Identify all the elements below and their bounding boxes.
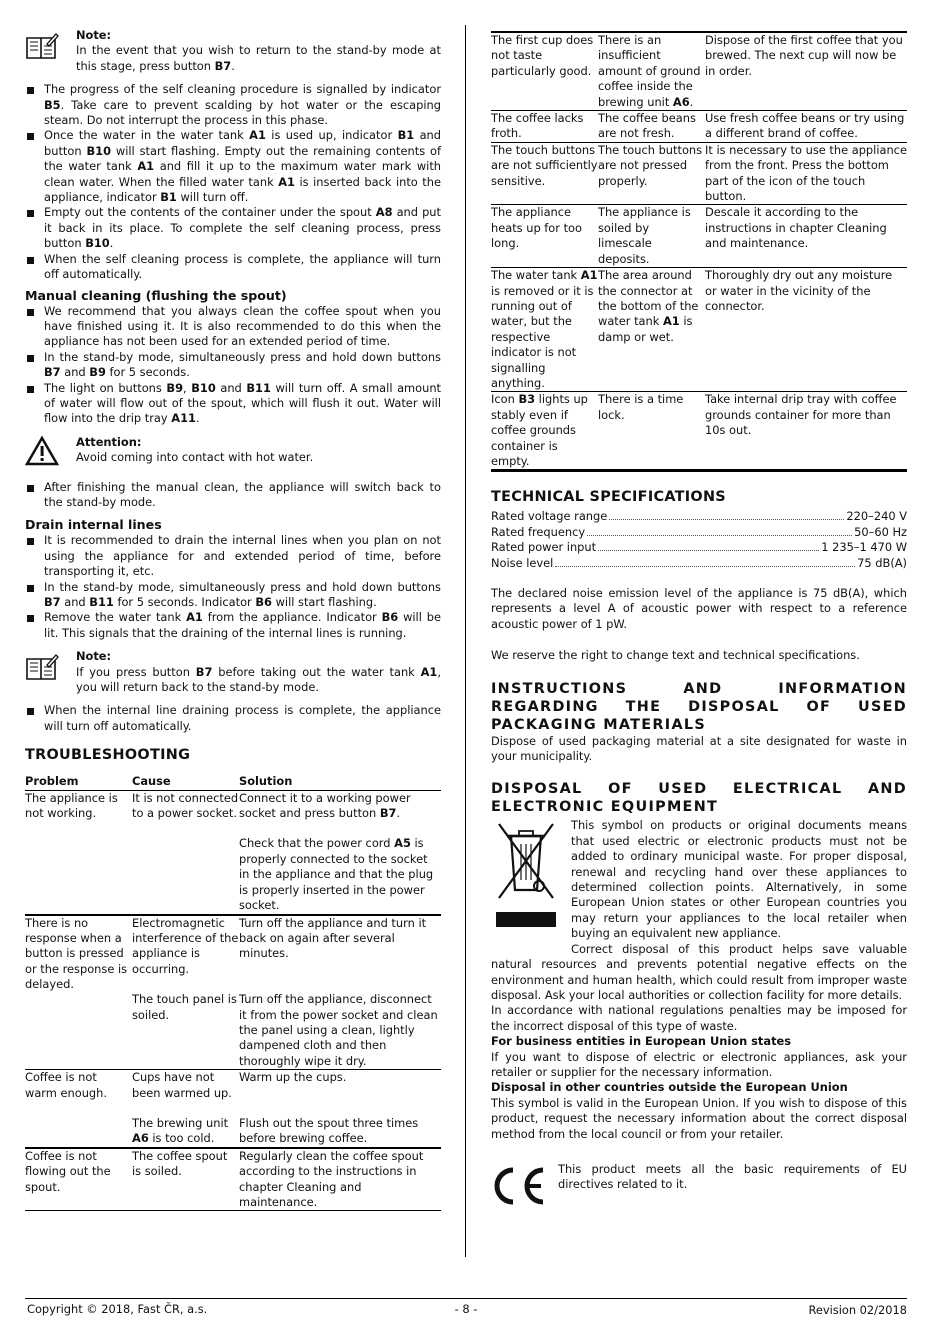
- specs-list: [491, 509, 907, 571]
- solution-cell: Warm up the cups.: [239, 1070, 441, 1101]
- spec-value: 75 dB(A): [857, 555, 907, 570]
- table-row: [491, 205, 907, 268]
- reserve-text: We reserve the right to change text and technical specifications.: [491, 648, 860, 663]
- weee-symbol: [491, 818, 571, 930]
- cause-cell: The appliance is soiled by limescale deposits.: [598, 205, 705, 268]
- ce-mark-icon: [491, 1166, 547, 1206]
- spec-label: Noise level: [491, 555, 554, 570]
- list-item: The progress of the self cleaning procedure is signalled by indicator B5. Take care to prevent scalding by hot water or the escaping steam. Do not interrupt the process in this phase.: [25, 82, 441, 128]
- packaging-text: Dispose of used packaging material at a site designated for waste in your municipality.: [491, 733, 907, 764]
- solution-cell: Descale it according to the instructions in chapter Cleaning and maintenance.: [705, 205, 907, 268]
- page-number: - 8 -: [454, 1302, 478, 1316]
- note-text: In the event that you wish to return to the stand-by mode at this stage, press button B7.: [76, 43, 441, 73]
- list-item: Empty out the contents of the container under the spout A8 and put it back in its place. To complete the self cleaning process, press button B10.: [25, 205, 441, 251]
- problem-cell: Coffee is not flowing out the spout.: [25, 1148, 132, 1211]
- business-text: If you want to dispose of electric or electronic appliances, ask your retailer or supplier for the necessary information.: [491, 1049, 907, 1079]
- warning-icon: [25, 435, 59, 467]
- problem-cell: Icon B3 lights up stably even if coffee grounds container is empty.: [491, 392, 598, 471]
- drain-heading: Drain internal lines: [25, 517, 162, 533]
- drain-list: [25, 533, 441, 641]
- table-row: [491, 392, 907, 471]
- cause-cell: There is an insufficient amount of ground coffee inside the brewing unit A6.: [598, 32, 705, 111]
- outside-eu-text: This symbol is valid in the European Union. If you wish to dispose of this product, request the necessary information about the correct disposal method from the local council or from your retailer.: [491, 1095, 907, 1141]
- manual-cleaning-list: [25, 304, 441, 427]
- problem-cell: Coffee is not warm enough.: [25, 1070, 132, 1148]
- problem-cell: The appliance is not working.: [25, 790, 118, 821]
- problem-cell: The water tank A1 is removed or it is running out of water, but the respective indicator is not signalling anything.: [491, 268, 598, 390]
- table-row: [491, 32, 907, 111]
- outside-eu-heading: Disposal in other countries outside the European Union: [491, 1080, 848, 1095]
- attention-text: Avoid coming into contact with hot water.: [76, 450, 314, 465]
- drain-done-list: [25, 703, 441, 734]
- business-heading: For business entities in European Union states: [491, 1034, 792, 1049]
- spec-value: 1 235–1 470 W: [821, 540, 907, 555]
- list-item: After finishing the manual clean, the appliance will switch back to the stand-by mode.: [25, 480, 441, 511]
- cause-cell: Cups have not been warmed up.: [132, 1070, 239, 1101]
- table-row: [25, 790, 441, 821]
- solution-cell: Regularly clean the coffee spout according to the instructions in chapter Cleaning and maintenance.: [239, 1148, 441, 1211]
- note-callout: [25, 649, 441, 695]
- table-row: [25, 915, 441, 978]
- spec-label: Rated voltage range: [491, 509, 608, 524]
- cause-cell: The touch panel is soiled.: [132, 992, 237, 1022]
- noise-text: The declared noise emission level of the appliance is 75 dB(A), which represents a level A of acoustic power with respect to a reference acoustic power of 1 pW.: [491, 586, 907, 631]
- troubleshooting-table-continued: [491, 31, 907, 472]
- solution-cell: It is necessary to use the appliance from the front. Press the bottom part of the icon of the touch button.: [705, 142, 907, 204]
- cause-cell: It is not connected to a power socket.: [132, 790, 239, 821]
- table-row: [25, 1148, 441, 1211]
- table-row: [491, 111, 907, 143]
- cause-cell: The coffee spout is soiled.: [132, 1148, 239, 1211]
- problem-cell: The first cup does not taste particularly good.: [491, 32, 598, 111]
- column-header-problem: Problem: [25, 774, 132, 790]
- spec-label: Rated frequency: [491, 524, 586, 539]
- technical-specifications-heading: TECHNICAL SPECIFICATIONS: [491, 489, 726, 506]
- table-row: [491, 268, 907, 392]
- left-column: [25, 28, 441, 1211]
- solution-cell: Use fresh coffee beans or try using a different brand of coffee.: [705, 111, 907, 143]
- packaging-heading: INSTRUCTIONS AND INFORMATION REGARDING THE DISPOSAL OF USED PACKAGING MATERIALS: [491, 680, 907, 733]
- ce-text: This product meets all the basic requirements of EU directives related to it.: [558, 1161, 907, 1192]
- problem-cell: The coffee lacks froth.: [491, 111, 598, 143]
- note-book-icon: [25, 653, 59, 681]
- self-clean-list: [25, 82, 441, 282]
- after-manual-list: [25, 480, 441, 511]
- solution-cell: Thoroughly dry out any moisture or water in the vicinity of the connector.: [705, 268, 907, 392]
- note-title: Note:: [76, 649, 112, 664]
- list-item: We recommend that you always clean the coffee spout when you have finished using it. It is also recommended to do this when the appliance has not been used for an extended period of time.: [25, 304, 441, 350]
- note-callout: [25, 28, 441, 74]
- weee-paragraph: This symbol on products or original documents means that used electric or electronic products must not be added to ordinary municipal waste. For proper disposal, renewal and recycling hand over these appliances to determined collection points. Alternatively, in some European Union states or other European countries you may return your appliances to the local retailer when buying an equivalent new appliance.: [571, 818, 907, 941]
- solution-cell: Turn off the appliance and turn it back on again after several minutes.: [239, 915, 441, 978]
- cause-cell: Electromagnetic interference of the appliance is occurring.: [132, 915, 239, 976]
- troubleshooting-table: [25, 774, 441, 1211]
- note-text: If you press button B7 before taking out the water tank A1, you will return back to the stand-by mode.: [76, 664, 441, 695]
- list-item: When the internal line draining process is complete, the appliance will turn off automatically.: [25, 703, 441, 734]
- column-header-cause: Cause: [132, 774, 239, 790]
- attention-title: Attention:: [76, 434, 142, 449]
- list-item: When the self cleaning process is complete, the appliance will turn off automatically.: [25, 252, 441, 283]
- weee-paragraph: Correct disposal of this product helps save valuable natural resources and prevents potential negative effects on the environment and human health, which could result from improper waste disposal. Ask your local authorities or collection facility for more details.: [491, 941, 907, 1002]
- spec-row: [491, 540, 907, 555]
- problem-cell: The appliance heats up for too long.: [491, 205, 598, 268]
- spec-label: Rated power input: [491, 540, 597, 555]
- cause-cell: The touch buttons are not pressed properly.: [598, 142, 705, 205]
- solution-cell: Turn off the appliance, disconnect it from the power socket and clean the panel using a clean, lightly dampened cloth and then thoroughly wipe it dry.: [239, 992, 438, 1068]
- solution-cell: Take internal drip tray with coffee grounds container for more than 10s out.: [705, 392, 907, 471]
- right-column: [491, 31, 907, 1202]
- spec-value: 220–240 V: [846, 509, 907, 524]
- column-header-solution: Solution: [239, 774, 441, 790]
- problem-cell: There is no response when a button is pressed or the response is delayed.: [25, 915, 132, 1070]
- solution-cell: Dispose of the first coffee that you brewed. The next cup will now be in order.: [705, 32, 907, 111]
- list-item: Once the water in the water tank A1 is used up, indicator B1 and button B10 will start flashing. Empty out the remaining contents of the water tank A1 and fill it up to the maximum water mark with clean water. When the filled water tank A1 is inserted back into the appliance, indicator B1 will turn off.: [25, 128, 441, 205]
- problem-cell: The touch buttons are not sufficiently sensitive.: [491, 142, 598, 205]
- column-divider: [465, 25, 466, 1257]
- solution-cell: Flush out the spout three times before brewing coffee.: [239, 1115, 419, 1146]
- cause-cell: The area around the connector at the bottom of the water tank A1 is damp or wet.: [598, 268, 705, 392]
- solution-cell: Check that the power cord A5 is properly connected to the socket in the appliance and that the plug is properly inserted in the power socket.: [239, 836, 434, 913]
- note-book-icon: [25, 32, 59, 60]
- note-title: Note:: [76, 28, 112, 42]
- weee-heading: DISPOSAL OF USED ELECTRICAL AND ELECTRONIC EQUIPMENT: [491, 781, 907, 816]
- table-row: [491, 142, 907, 205]
- cause-cell: The coffee beans are not fresh.: [598, 111, 705, 143]
- attention-callout: [25, 435, 441, 466]
- spec-row: [491, 556, 907, 571]
- spec-value: 50–60 Hz: [854, 524, 907, 539]
- troubleshooting-heading: TROUBLESHOOTING: [25, 747, 191, 764]
- weee-paragraph: In accordance with national regulations penalties may be imposed for the incorrect disposal of this type of waste.: [491, 1003, 907, 1033]
- revision: Revision 02/2018: [808, 1303, 907, 1317]
- solution-cell: Connect it to a working power socket and press button B7.: [239, 790, 411, 821]
- list-item: In the stand-by mode, simultaneously press and hold down buttons B7 and B11 for 5 seconds. Indicator B6 will start flashing.: [25, 580, 441, 611]
- cause-cell: There is a time lock.: [598, 392, 705, 471]
- list-item: It is recommended to drain the internal lines when you plan on not using the appliance for and extended period of time, before transporting it, etc.: [25, 533, 441, 579]
- page-footer: [25, 1298, 907, 1317]
- weee-section: [491, 818, 907, 1142]
- crossed-bin-icon: [491, 818, 561, 928]
- table-row: [25, 1070, 441, 1101]
- manual-cleaning-heading: Manual cleaning (flushing the spout): [25, 287, 287, 303]
- list-item: The light on buttons B9, B10 and B11 will turn off. A small amount of water will flow out of the spout, which will flush it out. Water will flow into the drip tray A11.: [25, 381, 441, 427]
- ce-section: [491, 1162, 907, 1202]
- copyright: Copyright © 2018, Fast ČR, a.s.: [27, 1302, 208, 1316]
- spec-row: [491, 509, 907, 524]
- list-item: In the stand-by mode, simultaneously press and hold down buttons B7 and B9 for 5 seconds.: [25, 350, 441, 381]
- cause-cell: The brewing unit A6 is too cold.: [132, 1115, 229, 1146]
- list-item: Remove the water tank A1 from the appliance. Indicator B6 will be lit. This signals that the draining of the internal lines is running.: [25, 610, 441, 641]
- spec-row: [491, 525, 907, 540]
